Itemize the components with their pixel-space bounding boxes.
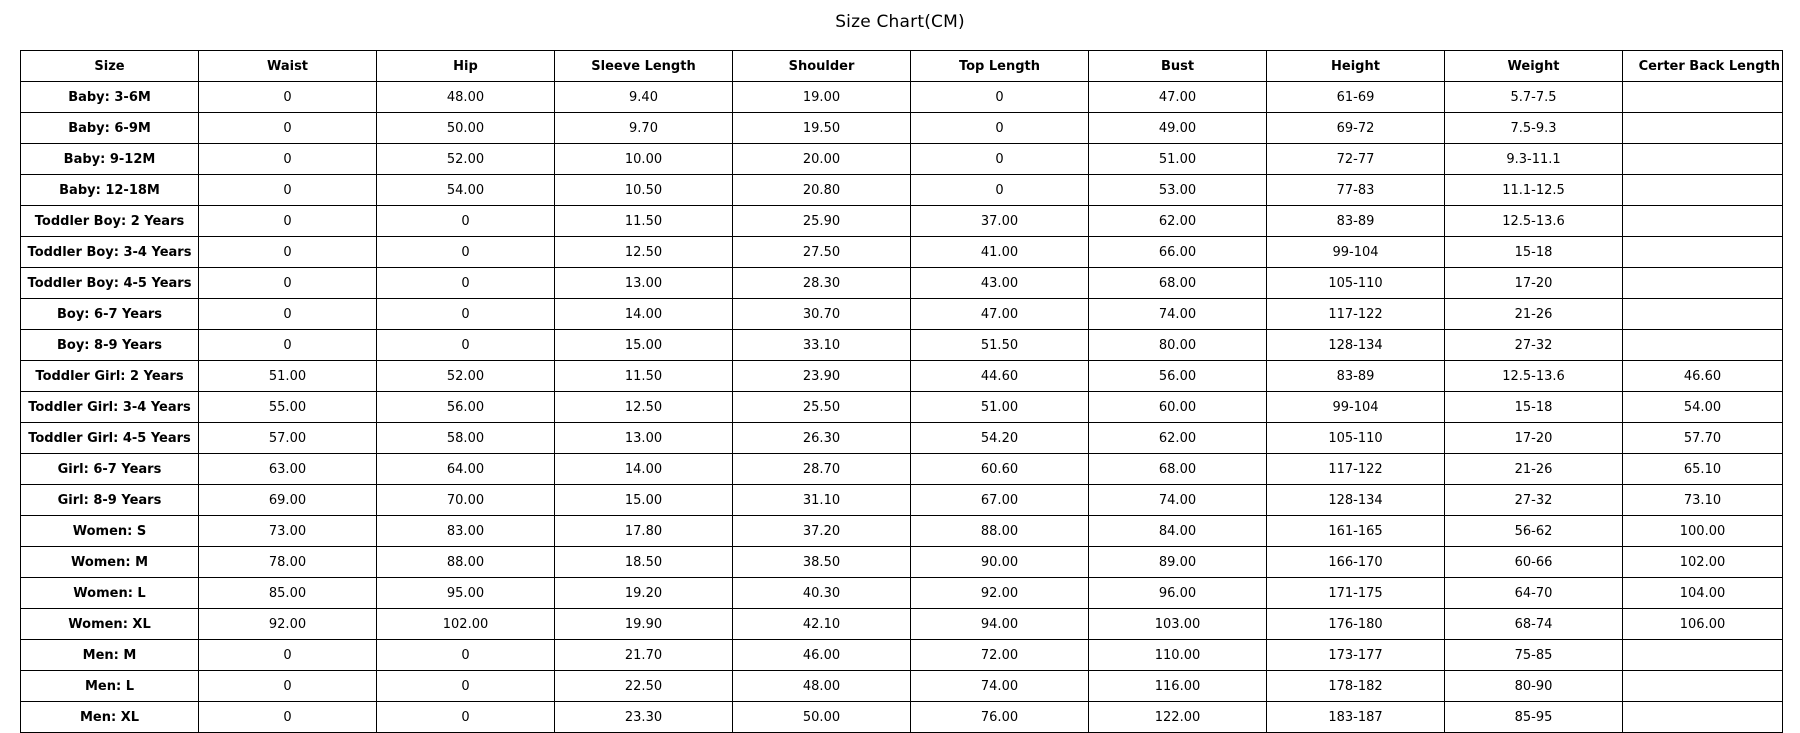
- table-cell: 0: [911, 144, 1089, 175]
- table-cell: 0: [199, 206, 377, 237]
- table-cell: 0: [199, 702, 377, 733]
- size-label-cell: Baby: 9-12M: [21, 144, 199, 175]
- table-cell: 57.00: [199, 423, 377, 454]
- table-cell: 83.00: [377, 516, 555, 547]
- size-label-cell: Baby: 12-18M: [21, 175, 199, 206]
- table-cell: 10.00: [555, 144, 733, 175]
- size-label-cell: Toddler Girl: 2 Years: [21, 361, 199, 392]
- table-cell: 57.70: [1623, 423, 1783, 454]
- header-row: [21, 51, 1783, 82]
- table-cell: 0: [377, 702, 555, 733]
- table-row: [21, 702, 1783, 733]
- table-row: [21, 671, 1783, 702]
- table-cell: 46.00: [733, 640, 911, 671]
- size-label-cell: Boy: 6-7 Years: [21, 299, 199, 330]
- table-cell: 68.00: [1089, 268, 1267, 299]
- table-cell: 12.50: [555, 392, 733, 423]
- table-cell: 0: [199, 113, 377, 144]
- table-cell: 102.00: [1623, 547, 1783, 578]
- size-label-cell: Toddler Boy: 2 Years: [21, 206, 199, 237]
- size-label-cell: Baby: 3-6M: [21, 82, 199, 113]
- table-cell: 11.50: [555, 361, 733, 392]
- table-cell: 60.60: [911, 454, 1089, 485]
- table-cell: 40.30: [733, 578, 911, 609]
- table-cell: 171-175: [1267, 578, 1445, 609]
- size-label-cell: Toddler Girl: 3-4 Years: [21, 392, 199, 423]
- table-cell: 50.00: [377, 113, 555, 144]
- table-cell: 100.00: [1623, 516, 1783, 547]
- table-cell: 99-104: [1267, 392, 1445, 423]
- table-cell: 89.00: [1089, 547, 1267, 578]
- table-cell: [1623, 144, 1783, 175]
- table-cell: 105-110: [1267, 423, 1445, 454]
- table-cell: [1623, 640, 1783, 671]
- table-cell: 65.10: [1623, 454, 1783, 485]
- table-cell: 56.00: [1089, 361, 1267, 392]
- table-row: [21, 299, 1783, 330]
- table-cell: 26.30: [733, 423, 911, 454]
- size-label-cell: Toddler Boy: 4-5 Years: [21, 268, 199, 299]
- table-cell: [1623, 268, 1783, 299]
- table-cell: 63.00: [199, 454, 377, 485]
- table-cell: 69.00: [199, 485, 377, 516]
- table-cell: 33.10: [733, 330, 911, 361]
- table-cell: 15-18: [1445, 237, 1623, 268]
- table-cell: 20.80: [733, 175, 911, 206]
- table-cell: 23.30: [555, 702, 733, 733]
- table-row: [21, 113, 1783, 144]
- table-cell: 27-32: [1445, 485, 1623, 516]
- size-label-cell: Women: L: [21, 578, 199, 609]
- table-cell: 52.00: [377, 361, 555, 392]
- table-cell: 56-62: [1445, 516, 1623, 547]
- table-cell: 51.00: [199, 361, 377, 392]
- table-cell: 0: [377, 268, 555, 299]
- table-cell: 128-134: [1267, 485, 1445, 516]
- table-row: [21, 547, 1783, 578]
- table-cell: 64.00: [377, 454, 555, 485]
- table-cell: 42.10: [733, 609, 911, 640]
- table-cell: 106.00: [1623, 609, 1783, 640]
- table-cell: 20.00: [733, 144, 911, 175]
- table-cell: 21-26: [1445, 454, 1623, 485]
- table-cell: 60-66: [1445, 547, 1623, 578]
- table-row: [21, 175, 1783, 206]
- table-cell: 55.00: [199, 392, 377, 423]
- table-cell: 15.00: [555, 485, 733, 516]
- table-cell: 0: [199, 330, 377, 361]
- table-cell: 117-122: [1267, 454, 1445, 485]
- table-cell: 27-32: [1445, 330, 1623, 361]
- table-cell: 11.1-12.5: [1445, 175, 1623, 206]
- table-cell: 64-70: [1445, 578, 1623, 609]
- table-cell: 19.00: [733, 82, 911, 113]
- table-cell: [1623, 237, 1783, 268]
- table-cell: 48.00: [733, 671, 911, 702]
- table-cell: 0: [911, 82, 1089, 113]
- table-cell: 70.00: [377, 485, 555, 516]
- table-cell: 128-134: [1267, 330, 1445, 361]
- table-cell: 19.50: [733, 113, 911, 144]
- table-cell: 11.50: [555, 206, 733, 237]
- table-cell: 110.00: [1089, 640, 1267, 671]
- table-cell: 43.00: [911, 268, 1089, 299]
- table-cell: 0: [199, 144, 377, 175]
- table-cell: 54.00: [377, 175, 555, 206]
- table-cell: 51.50: [911, 330, 1089, 361]
- table-cell: 25.50: [733, 392, 911, 423]
- table-cell: 25.90: [733, 206, 911, 237]
- table-row: [21, 206, 1783, 237]
- column-header: Top Length: [911, 51, 1089, 82]
- table-cell: 21.70: [555, 640, 733, 671]
- table-header: [21, 51, 1783, 82]
- table-cell: 62.00: [1089, 206, 1267, 237]
- table-cell: 68.00: [1089, 454, 1267, 485]
- table-cell: 10.50: [555, 175, 733, 206]
- table-cell: 75-85: [1445, 640, 1623, 671]
- table-cell: [1623, 113, 1783, 144]
- table-cell: 73.00: [199, 516, 377, 547]
- column-header: Bust: [1089, 51, 1267, 82]
- table-cell: 68-74: [1445, 609, 1623, 640]
- table-cell: [1623, 206, 1783, 237]
- table-cell: 166-170: [1267, 547, 1445, 578]
- table-row: [21, 423, 1783, 454]
- table-cell: 17.80: [555, 516, 733, 547]
- table-cell: 51.00: [1089, 144, 1267, 175]
- table-cell: 27.50: [733, 237, 911, 268]
- table-cell: 72-77: [1267, 144, 1445, 175]
- table-cell: 14.00: [555, 299, 733, 330]
- size-label-cell: Women: S: [21, 516, 199, 547]
- table-cell: 15.00: [555, 330, 733, 361]
- table-cell: 0: [911, 113, 1089, 144]
- table-row: [21, 609, 1783, 640]
- table-cell: 178-182: [1267, 671, 1445, 702]
- table-cell: 122.00: [1089, 702, 1267, 733]
- table-cell: 88.00: [377, 547, 555, 578]
- size-label-cell: Girl: 8-9 Years: [21, 485, 199, 516]
- column-header: Height: [1267, 51, 1445, 82]
- table-cell: 80.00: [1089, 330, 1267, 361]
- table-cell: 14.00: [555, 454, 733, 485]
- table-cell: 31.10: [733, 485, 911, 516]
- table-cell: 74.00: [911, 671, 1089, 702]
- size-label-cell: Men: XL: [21, 702, 199, 733]
- table-cell: 54.20: [911, 423, 1089, 454]
- table-cell: 0: [377, 299, 555, 330]
- table-cell: [1623, 671, 1783, 702]
- table-row: [21, 578, 1783, 609]
- table-cell: 61-69: [1267, 82, 1445, 113]
- column-header: Weight: [1445, 51, 1623, 82]
- table-cell: 77-83: [1267, 175, 1445, 206]
- table-cell: 0: [199, 268, 377, 299]
- size-label-cell: Boy: 8-9 Years: [21, 330, 199, 361]
- table-cell: 67.00: [911, 485, 1089, 516]
- table-row: [21, 516, 1783, 547]
- table-cell: 95.00: [377, 578, 555, 609]
- table-row: [21, 640, 1783, 671]
- table-cell: 69-72: [1267, 113, 1445, 144]
- table-cell: 13.00: [555, 423, 733, 454]
- table-cell: 54.00: [1623, 392, 1783, 423]
- table-cell: 116.00: [1089, 671, 1267, 702]
- table-cell: 0: [377, 206, 555, 237]
- table-cell: 12.5-13.6: [1445, 206, 1623, 237]
- table-cell: 85-95: [1445, 702, 1623, 733]
- size-label-cell: Men: M: [21, 640, 199, 671]
- table-cell: 0: [377, 640, 555, 671]
- table-cell: 66.00: [1089, 237, 1267, 268]
- table-cell: 56.00: [377, 392, 555, 423]
- table-cell: 37.00: [911, 206, 1089, 237]
- table-cell: 12.5-13.6: [1445, 361, 1623, 392]
- table-cell: 0: [199, 237, 377, 268]
- table-row: [21, 268, 1783, 299]
- table-cell: 0: [377, 671, 555, 702]
- table-cell: 5.7-7.5: [1445, 82, 1623, 113]
- table-cell: [1623, 299, 1783, 330]
- table-cell: 48.00: [377, 82, 555, 113]
- table-cell: 21-26: [1445, 299, 1623, 330]
- column-header: Shoulder: [733, 51, 911, 82]
- table-cell: 51.00: [911, 392, 1089, 423]
- table-cell: 73.10: [1623, 485, 1783, 516]
- table-cell: 18.50: [555, 547, 733, 578]
- table-row: [21, 330, 1783, 361]
- table-cell: 0: [199, 175, 377, 206]
- table-row: [21, 454, 1783, 485]
- size-label-cell: Girl: 6-7 Years: [21, 454, 199, 485]
- table-cell: 85.00: [199, 578, 377, 609]
- column-header: Size: [21, 51, 199, 82]
- table-cell: 47.00: [1089, 82, 1267, 113]
- table-cell: 30.70: [733, 299, 911, 330]
- table-cell: 102.00: [377, 609, 555, 640]
- table-cell: 183-187: [1267, 702, 1445, 733]
- table-cell: 50.00: [733, 702, 911, 733]
- table-body: [21, 82, 1783, 733]
- table-cell: 38.50: [733, 547, 911, 578]
- table-cell: 104.00: [1623, 578, 1783, 609]
- table-cell: 83-89: [1267, 361, 1445, 392]
- table-cell: 52.00: [377, 144, 555, 175]
- table-cell: 9.70: [555, 113, 733, 144]
- table-cell: 0: [199, 299, 377, 330]
- table-cell: 92.00: [199, 609, 377, 640]
- table-cell: 49.00: [1089, 113, 1267, 144]
- table-cell: 12.50: [555, 237, 733, 268]
- table-cell: 41.00: [911, 237, 1089, 268]
- table-cell: 19.90: [555, 609, 733, 640]
- table-cell: 74.00: [1089, 299, 1267, 330]
- table-row: [21, 361, 1783, 392]
- size-label-cell: Toddler Girl: 4-5 Years: [21, 423, 199, 454]
- table-cell: 9.40: [555, 82, 733, 113]
- table-cell: 117-122: [1267, 299, 1445, 330]
- table-cell: 90.00: [911, 547, 1089, 578]
- table-cell: 0: [199, 671, 377, 702]
- table-cell: 88.00: [911, 516, 1089, 547]
- table-cell: 96.00: [1089, 578, 1267, 609]
- table-cell: 23.90: [733, 361, 911, 392]
- table-cell: 0: [377, 237, 555, 268]
- table-cell: 15-18: [1445, 392, 1623, 423]
- table-cell: 103.00: [1089, 609, 1267, 640]
- column-header: Certer Back Length: [1623, 51, 1783, 82]
- table-cell: 99-104: [1267, 237, 1445, 268]
- table-cell: 0: [199, 82, 377, 113]
- table-cell: 53.00: [1089, 175, 1267, 206]
- table-cell: 13.00: [555, 268, 733, 299]
- table-cell: 9.3-11.1: [1445, 144, 1623, 175]
- table-cell: 80-90: [1445, 671, 1623, 702]
- table-cell: 37.20: [733, 516, 911, 547]
- table-cell: 176-180: [1267, 609, 1445, 640]
- table-cell: 105-110: [1267, 268, 1445, 299]
- table-cell: 47.00: [911, 299, 1089, 330]
- column-header: Sleeve Length: [555, 51, 733, 82]
- table-cell: 17-20: [1445, 268, 1623, 299]
- table-cell: 161-165: [1267, 516, 1445, 547]
- table-cell: 78.00: [199, 547, 377, 578]
- table-cell: 84.00: [1089, 516, 1267, 547]
- size-label-cell: Baby: 6-9M: [21, 113, 199, 144]
- table-cell: 7.5-9.3: [1445, 113, 1623, 144]
- table-cell: 0: [911, 175, 1089, 206]
- table-cell: 62.00: [1089, 423, 1267, 454]
- table-cell: 76.00: [911, 702, 1089, 733]
- table-cell: 94.00: [911, 609, 1089, 640]
- table-cell: [1623, 330, 1783, 361]
- table-cell: 0: [199, 640, 377, 671]
- column-header: Hip: [377, 51, 555, 82]
- table-cell: [1623, 702, 1783, 733]
- table-cell: 58.00: [377, 423, 555, 454]
- table-cell: 92.00: [911, 578, 1089, 609]
- table-row: [21, 237, 1783, 268]
- table-cell: 28.70: [733, 454, 911, 485]
- size-label-cell: Men: L: [21, 671, 199, 702]
- size-chart-table: [20, 50, 1783, 733]
- size-label-cell: Women: XL: [21, 609, 199, 640]
- table-row: [21, 82, 1783, 113]
- table-row: [21, 485, 1783, 516]
- table-cell: 0: [377, 330, 555, 361]
- column-header: Waist: [199, 51, 377, 82]
- table-cell: 19.20: [555, 578, 733, 609]
- table-cell: 173-177: [1267, 640, 1445, 671]
- table-cell: 60.00: [1089, 392, 1267, 423]
- table-cell: [1623, 175, 1783, 206]
- table-cell: 22.50: [555, 671, 733, 702]
- table-cell: 72.00: [911, 640, 1089, 671]
- table-row: [21, 144, 1783, 175]
- table-cell: 28.30: [733, 268, 911, 299]
- table-row: [21, 392, 1783, 423]
- table-cell: 74.00: [1089, 485, 1267, 516]
- table-cell: 83-89: [1267, 206, 1445, 237]
- table-cell: 46.60: [1623, 361, 1783, 392]
- table-cell: 44.60: [911, 361, 1089, 392]
- table-cell: 17-20: [1445, 423, 1623, 454]
- size-label-cell: Women: M: [21, 547, 199, 578]
- page-title: Size Chart(CM): [835, 12, 965, 32]
- table-cell: [1623, 82, 1783, 113]
- size-label-cell: Toddler Boy: 3-4 Years: [21, 237, 199, 268]
